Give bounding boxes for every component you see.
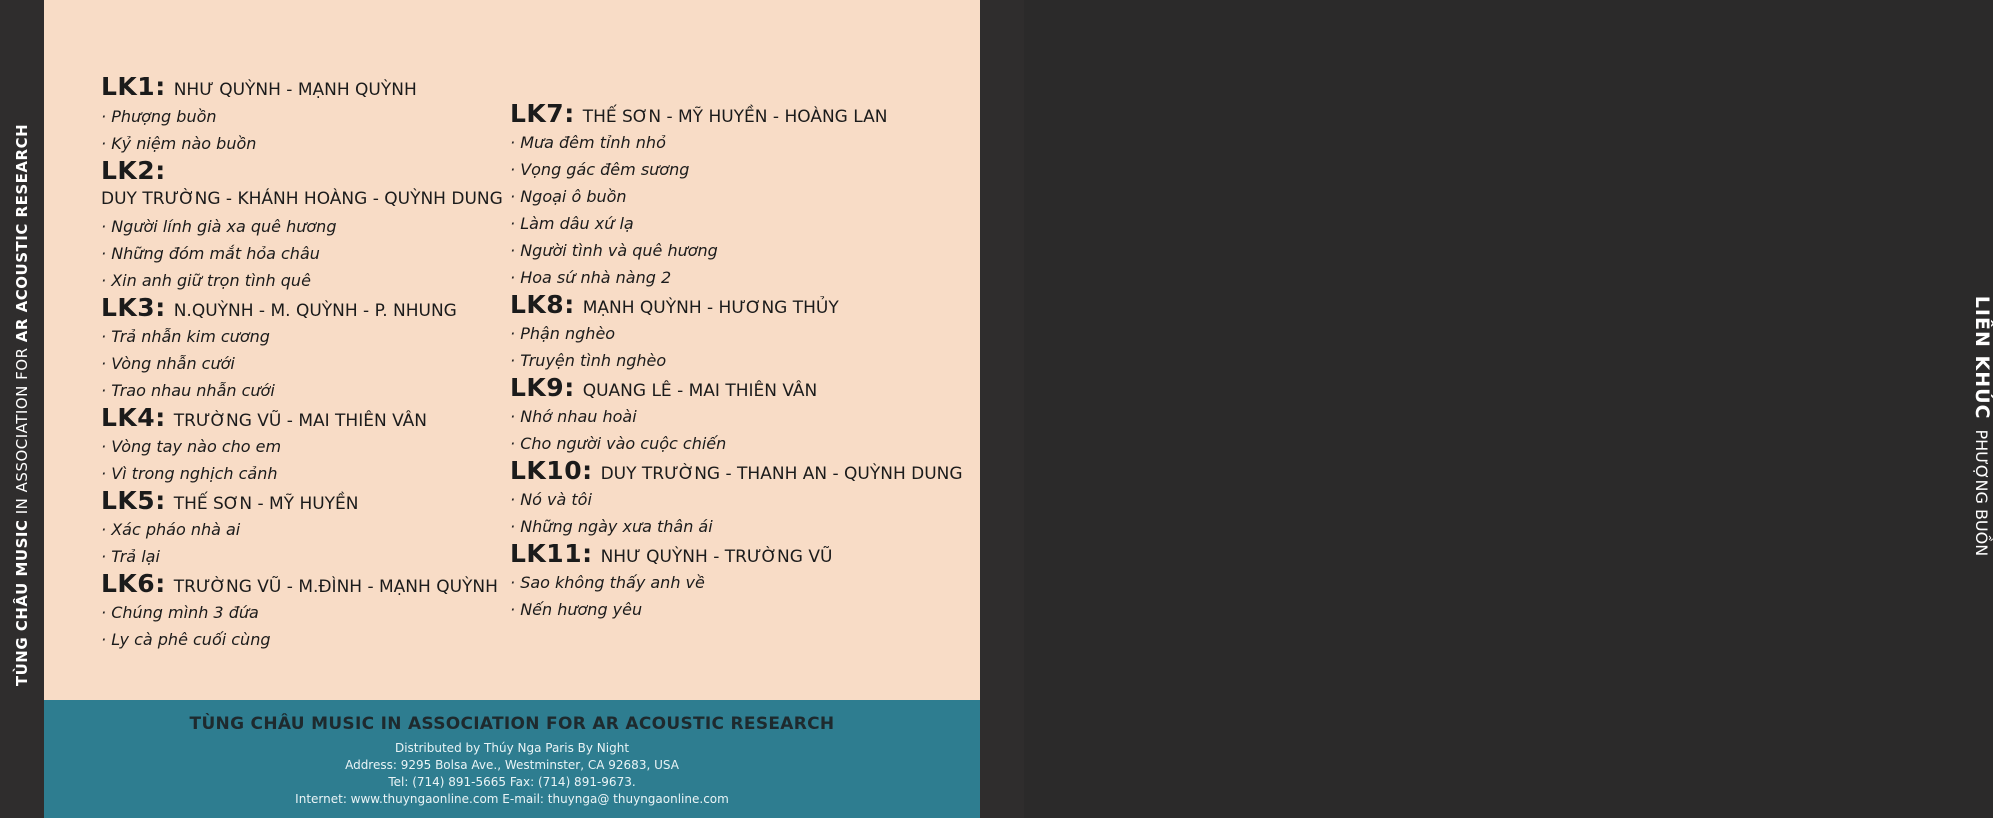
footer-internet: Internet: www.thuyngaonline.com E-mail: thuynga@ thuyngaonline.com bbox=[295, 792, 729, 806]
medley-label: LK9: bbox=[510, 373, 575, 402]
song-item: · Ngoại ô buồn bbox=[510, 187, 627, 206]
song-item: · Vòng tay nào cho em bbox=[101, 437, 282, 456]
song-item: · Những đóm mắt hỏa châu bbox=[101, 244, 320, 263]
right-spine bbox=[980, 0, 1993, 818]
medley-header-lk4 bbox=[101, 403, 427, 432]
spine-left-prefix: TÙNG CHÂU MUSIC bbox=[13, 519, 31, 687]
medley-header-lk9 bbox=[510, 373, 817, 402]
song-item: · Người lính già xa quê hương bbox=[101, 217, 337, 236]
song-item: · Vọng gác đêm sương bbox=[510, 160, 690, 179]
song-item: · Nhớ nhau hoài bbox=[510, 407, 637, 426]
song-item: · Trả lại bbox=[101, 547, 160, 566]
medley-header-lk8 bbox=[510, 290, 839, 319]
footer-title: TÙNG CHÂU MUSIC IN ASSOCIATION FOR AR ACOUSTIC RESEARCH bbox=[189, 714, 835, 734]
song-item: · Mưa đêm tỉnh nhỏ bbox=[510, 133, 666, 152]
song-item: · Kỷ niệm nào buồn bbox=[101, 134, 257, 153]
song-item: · Những ngày xưa thân ái bbox=[510, 517, 713, 536]
medley-artists: DUY TRƯỜNG - KHÁNH HOÀNG - QUỲNH DUNG bbox=[101, 189, 503, 209]
medley-artists: N.QUỲNH - M. QUỲNH - P. NHUNG bbox=[173, 301, 457, 321]
footer-distributor: Distributed by Thúy Nga Paris By Night bbox=[394, 741, 630, 755]
medley-label: LK2: bbox=[101, 156, 166, 185]
footer-band bbox=[44, 700, 980, 818]
medley-label: LK10: bbox=[510, 456, 593, 485]
song-item: · Nến hương yêu bbox=[510, 600, 643, 619]
medley-artists: NHƯ QUỲNH - MẠNH QUỲNH bbox=[173, 80, 417, 100]
medley-label: LK6: bbox=[101, 569, 166, 598]
medley-header-lk10 bbox=[510, 456, 963, 485]
medley-artists: TRƯỜNG VŨ - M.ĐÌNH - MẠNH QUỲNH bbox=[173, 577, 498, 597]
song-item: · Phượng buồn bbox=[101, 107, 217, 126]
right-spine-text bbox=[1971, 296, 1993, 556]
song-item: · Vì trong nghịch cảnh bbox=[101, 464, 278, 483]
song-item: · Trả nhẫn kim cương bbox=[101, 327, 270, 346]
medley-artists: THẾ SƠN - MỸ HUYỀN - HOÀNG LAN bbox=[582, 107, 888, 127]
song-item: · Xác pháo nhà ai bbox=[101, 520, 241, 539]
medley-label: LK5: bbox=[101, 486, 166, 515]
song-item: · Nó và tôi bbox=[510, 490, 592, 509]
medley-artists: THẾ SƠN - MỸ HUYỀN bbox=[173, 494, 359, 514]
medley-artists: QUANG LÊ - MAI THIÊN VÂN bbox=[582, 381, 818, 401]
medley-header-lk3 bbox=[101, 293, 457, 322]
spine-left-middle: IN ASSOCIATION FOR bbox=[13, 342, 31, 520]
medley-label: LK8: bbox=[510, 290, 575, 319]
album-title: LIÊN KHÚC bbox=[1971, 295, 1993, 420]
song-item: · Ly cà phê cuối cùng bbox=[101, 630, 271, 649]
medley-header-lk5 bbox=[101, 486, 359, 515]
tracklist-panel bbox=[44, 0, 980, 700]
song-item: · Xin anh giữ trọn tình quê bbox=[101, 271, 311, 290]
song-item: · Hoa sứ nhà nàng 2 bbox=[510, 268, 672, 287]
song-item: · Làm dâu xứ lạ bbox=[510, 214, 634, 233]
medley-header-lk7 bbox=[510, 99, 887, 128]
song-item: · Truyện tình nghèo bbox=[510, 351, 667, 370]
medley-header-lk11 bbox=[510, 539, 832, 568]
spine-left-suffix: AR ACOUSTIC RESEARCH bbox=[13, 123, 31, 343]
song-item: · Chúng mình 3 đứa bbox=[101, 603, 259, 622]
song-item: · Trao nhau nhẫn cưới bbox=[101, 381, 275, 400]
medley-artists: NHƯ QUỲNH - TRƯỜNG VŨ bbox=[600, 547, 833, 567]
medley-header-lk2 bbox=[101, 156, 166, 185]
medley-header-lk6 bbox=[101, 569, 498, 598]
album-subtitle: PHƯỢNG BUỒN bbox=[1972, 429, 1991, 557]
song-item: · Phận nghèo bbox=[510, 324, 616, 343]
song-item: · Sao không thấy anh về bbox=[510, 573, 705, 592]
medley-label: LK1: bbox=[101, 72, 166, 101]
left-spine bbox=[0, 0, 44, 818]
medley-label: LK11: bbox=[510, 539, 593, 568]
footer-phone: Tel: (714) 891-5665 Fax: (714) 891-9673. bbox=[388, 775, 636, 789]
song-item: · Cho người vào cuộc chiến bbox=[510, 434, 727, 453]
song-item: · Người tình và quê hương bbox=[510, 241, 718, 260]
medley-artists: DUY TRƯỜNG - THANH AN - QUỲNH DUNG bbox=[600, 464, 963, 484]
left-spine-text bbox=[13, 124, 31, 686]
medley-label: LK3: bbox=[101, 293, 166, 322]
medley-header-lk1 bbox=[101, 72, 417, 101]
medley-label: LK7: bbox=[510, 99, 575, 128]
footer-address: Address: 9295 Bolsa Ave., Westminster, CA 92683, USA bbox=[345, 758, 679, 772]
medley-label: LK4: bbox=[101, 403, 166, 432]
song-item: · Vòng nhẫn cưới bbox=[101, 354, 235, 373]
medley-artists: MẠNH QUỲNH - HƯƠNG THỦY bbox=[582, 298, 839, 318]
medley-artists: TRƯỜNG VŨ - MAI THIÊN VÂN bbox=[173, 411, 427, 431]
